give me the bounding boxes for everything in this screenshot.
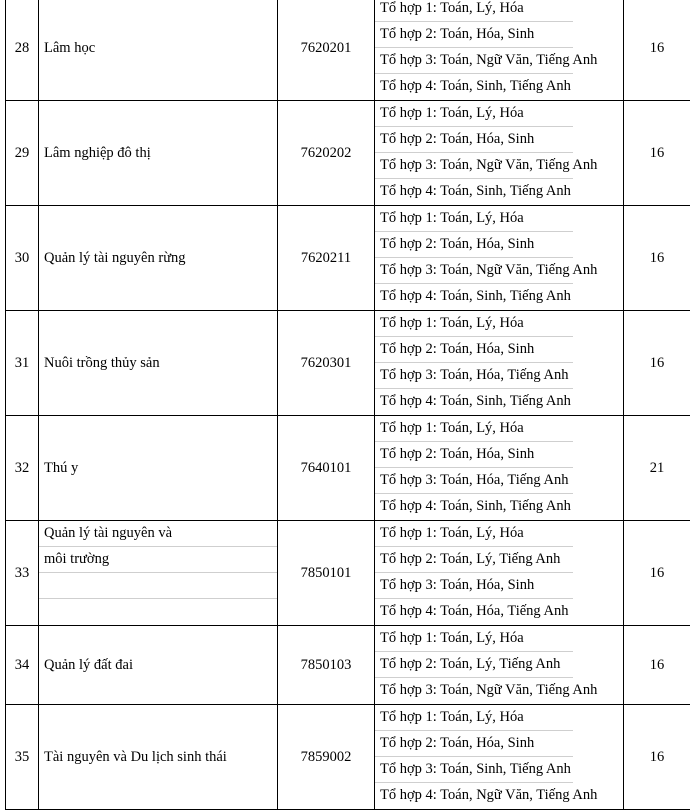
benchmark-score: 16 (624, 705, 690, 810)
combination-item: Tổ hợp 2: Toán, Hóa, Sinh (375, 337, 573, 363)
benchmark-score: 16 (624, 311, 690, 416)
combination-item: Tổ hợp 3: Toán, Hóa, Tiếng Anh (375, 468, 573, 494)
admissions-table (5, 0, 690, 810)
combination-item: Tổ hợp 2: Toán, Hóa, Sinh (375, 731, 573, 757)
combination-item: Tổ hợp 3: Toán, Ngữ Văn, Tiếng Anh (375, 678, 573, 704)
major-code: 7620201 (278, 0, 375, 101)
combination-item: Tổ hợp 3: Toán, Ngữ Văn, Tiếng Anh (375, 258, 573, 284)
combination-item: Tổ hợp 3: Toán, Ngữ Văn, Tiếng Anh (375, 153, 573, 179)
row-number: 34 (6, 626, 39, 705)
combination-item: Tổ hợp 2: Toán, Lý, Tiếng Anh (375, 652, 573, 678)
subject-combinations (375, 705, 624, 810)
combination-item: Tổ hợp 4: Toán, Sinh, Tiếng Anh (375, 494, 573, 520)
table-row (6, 311, 690, 416)
benchmark-score: 16 (624, 206, 690, 311)
combination-item: Tổ hợp 1: Toán, Lý, Hóa (375, 311, 573, 337)
empty-line (39, 599, 277, 625)
subject-combinations (375, 626, 624, 705)
table-row (6, 101, 690, 206)
combination-item: Tổ hợp 3: Toán, Ngữ Văn, Tiếng Anh (375, 48, 573, 74)
major-name: Quản lý đất đai (39, 626, 278, 705)
row-number: 35 (6, 705, 39, 810)
combination-item: Tổ hợp 4: Toán, Hóa, Tiếng Anh (375, 599, 573, 625)
table-row (6, 206, 690, 311)
combination-item: Tổ hợp 4: Toán, Sinh, Tiếng Anh (375, 284, 573, 310)
table-row (6, 416, 690, 521)
row-number: 29 (6, 101, 39, 206)
major-name: Nuôi trồng thủy sản (39, 311, 278, 416)
benchmark-score: 21 (624, 416, 690, 521)
combination-item: Tổ hợp 1: Toán, Lý, Hóa (375, 0, 573, 22)
combination-item: Tổ hợp 2: Toán, Hóa, Sinh (375, 442, 573, 468)
row-number: 32 (6, 416, 39, 521)
subject-combinations (375, 0, 624, 101)
major-name: Tài nguyên và Du lịch sinh thái (39, 705, 278, 810)
row-number: 31 (6, 311, 39, 416)
combination-item: Tổ hợp 1: Toán, Lý, Hóa (375, 416, 573, 442)
subject-combinations (375, 416, 624, 521)
combination-item: Tổ hợp 4: Toán, Sinh, Tiếng Anh (375, 74, 573, 100)
table-row (6, 626, 690, 705)
combination-item: Tổ hợp 1: Toán, Lý, Hóa (375, 206, 573, 232)
combination-item: Tổ hợp 3: Toán, Sinh, Tiếng Anh (375, 757, 573, 783)
major-name: Lâm học (39, 0, 278, 101)
combination-item: Tổ hợp 2: Toán, Hóa, Sinh (375, 232, 573, 258)
benchmark-score: 16 (624, 626, 690, 705)
major-name: Thú y (39, 416, 278, 521)
row-number: 30 (6, 206, 39, 311)
combination-item: Tổ hợp 1: Toán, Lý, Hóa (375, 705, 573, 731)
table-row (6, 705, 690, 810)
combination-item: Tổ hợp 2: Toán, Hóa, Sinh (375, 22, 573, 48)
major-code: 7620211 (278, 206, 375, 311)
benchmark-score: 16 (624, 521, 690, 626)
subject-combinations (375, 101, 624, 206)
combination-item: Tổ hợp 4: Toán, Ngữ Văn, Tiếng Anh (375, 783, 573, 809)
major-name-line: Quản lý tài nguyên và (39, 521, 277, 547)
major-name (39, 521, 278, 626)
combination-item: Tổ hợp 1: Toán, Lý, Hóa (375, 101, 573, 127)
empty-line (39, 573, 277, 599)
benchmark-score: 16 (624, 101, 690, 206)
table-row (6, 0, 690, 101)
major-code: 7850101 (278, 521, 375, 626)
subject-combinations (375, 311, 624, 416)
benchmark-score: 16 (624, 0, 690, 101)
table-row (6, 521, 690, 626)
combination-item: Tổ hợp 1: Toán, Lý, Hóa (375, 521, 573, 547)
major-code: 7640101 (278, 416, 375, 521)
major-code: 7859002 (278, 705, 375, 810)
combination-item: Tổ hợp 2: Toán, Hóa, Sinh (375, 127, 573, 153)
major-name: Lâm nghiệp đô thị (39, 101, 278, 206)
row-number: 33 (6, 521, 39, 626)
combination-item: Tổ hợp 4: Toán, Sinh, Tiếng Anh (375, 179, 573, 205)
major-name-line: môi trường (39, 547, 277, 573)
combination-item: Tổ hợp 2: Toán, Lý, Tiếng Anh (375, 547, 573, 573)
combination-item: Tổ hợp 4: Toán, Sinh, Tiếng Anh (375, 389, 573, 415)
major-code: 7850103 (278, 626, 375, 705)
combination-item: Tổ hợp 3: Toán, Hóa, Sinh (375, 573, 573, 599)
row-number: 28 (6, 0, 39, 101)
subject-combinations (375, 521, 624, 626)
combination-item: Tổ hợp 1: Toán, Lý, Hóa (375, 626, 573, 652)
subject-combinations (375, 206, 624, 311)
major-code: 7620301 (278, 311, 375, 416)
major-name: Quản lý tài nguyên rừng (39, 206, 278, 311)
combination-item: Tổ hợp 3: Toán, Hóa, Tiếng Anh (375, 363, 573, 389)
major-code: 7620202 (278, 101, 375, 206)
